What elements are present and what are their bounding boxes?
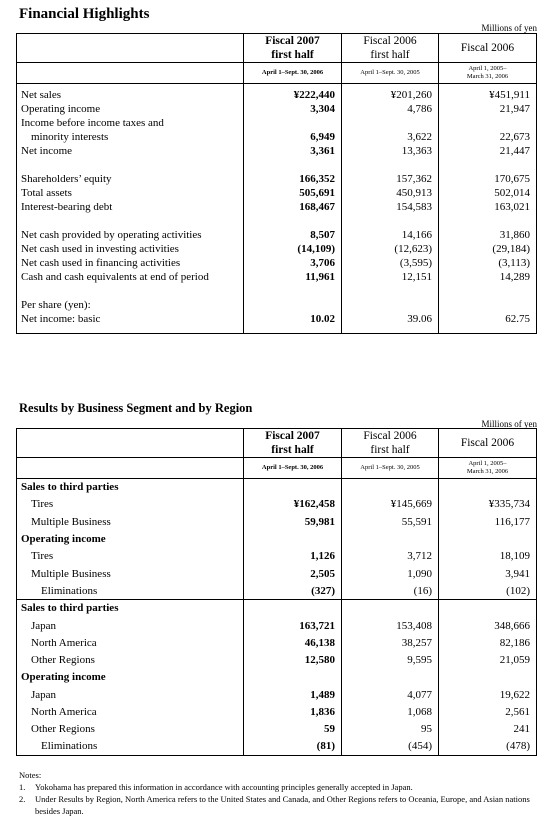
value-cell [439,669,537,686]
value-cell: (12,623) [342,242,439,256]
value-cell [342,479,439,496]
row-label: Operating income [21,533,106,546]
row-label: Sales to third parties [17,600,244,617]
segment-unit-label: Millions of yen [481,419,537,429]
value-cell: (3,595) [342,256,439,270]
value-cell: 95 [342,721,439,738]
value-cell: 348,666 [439,617,537,634]
value-cell [439,530,537,547]
financial-highlights-table [16,33,537,334]
value-cell: (3,113) [439,256,537,270]
row-label: Operating income [21,671,106,684]
value-cell: 2,505 [244,565,342,582]
value-cell: 21,947 [439,102,537,116]
segment-title: Results by Business Segment and by Region [19,401,253,415]
row-label: Per share (yen): [21,298,91,311]
header-blank [17,34,244,63]
value-cell: 3,941 [439,565,537,582]
value-cell: ¥335,734 [439,496,537,513]
row-label: Japan [31,688,57,701]
value-cell [342,669,439,686]
value-cell: 170,675 [439,172,537,186]
row-label: Operating income [21,102,101,115]
row-label: Net cash used in financing activities [21,256,181,269]
financial-highlights-title: Financial Highlights [19,6,150,22]
financial-row [17,312,537,331]
financial-body [17,88,537,334]
value-cell: 12,151 [342,270,439,284]
value-cell: (16) [342,582,439,599]
value-cell: 1,836 [244,703,342,720]
segment-row [17,703,537,720]
row-label: Sales to third parties [21,481,119,494]
note-item: 2. Under Results by Region, North America refers to the United States and Canada, and Other Regions refers to Oceania, Europe, and Asian nations besides Japan. [19,794,530,816]
value-cell: 116,177 [439,513,537,530]
value-cell: 505,691 [244,186,342,200]
value-cell: 241 [439,721,537,738]
value-cell: ¥451,911 [439,88,537,102]
value-cell: 12,580 [244,651,342,668]
seg-col-header-fy2007-h1: Fiscal 2007 first half [244,429,342,458]
financial-row [17,102,537,116]
segment-row [17,617,537,634]
value-cell: ¥145,669 [342,496,439,513]
value-cell: 31,860 [439,228,537,242]
row-label: Eliminations [41,740,98,753]
value-cell: 82,186 [439,634,537,651]
value-cell: 59,981 [244,513,342,530]
value-cell: 18,109 [439,548,537,565]
value-cell: 62.75 [439,312,537,331]
value-cell: ¥222,440 [244,88,342,102]
financial-row [17,116,537,144]
value-cell [439,298,537,312]
row-label: Other Regions [31,654,95,667]
value-cell: 8,507 [244,228,342,242]
seg-col-header-fy2006-h1: Fiscal 2006 first half [342,429,439,458]
value-cell: 21,059 [439,651,537,668]
row-label: Eliminations [41,584,98,597]
value-cell: 1,090 [342,565,439,582]
value-cell: 21,447 [439,144,537,158]
financial-row [17,270,537,284]
row-label: Japan [31,619,57,632]
value-cell: 39.06 [342,312,439,331]
value-cell: 1,489 [244,686,342,703]
value-cell: 46,138 [244,634,342,651]
value-cell: 10.02 [244,312,342,331]
financial-row [17,256,537,270]
value-cell [342,298,439,312]
value-cell: 168,467 [244,200,342,214]
value-cell: 2,561 [439,703,537,720]
row-label: North America [31,636,97,649]
row-label: Income before income taxes and minority interests [21,116,164,143]
value-cell: 4,786 [342,102,439,116]
row-label: Cash and cash equivalents at end of period [21,270,209,283]
segment-row [17,565,537,582]
row-label: Multiple Business [31,567,111,580]
segment-heading-row [17,669,537,686]
row-label: Other Regions [31,723,95,736]
value-cell: 14,289 [439,270,537,284]
value-cell: 450,913 [342,186,439,200]
financial-row [17,88,537,102]
row-label: Tires [31,498,54,511]
row-label: Total assets [21,186,72,199]
value-cell: 6,949 [244,116,342,144]
value-cell: 11,961 [244,270,342,284]
value-cell [244,600,342,617]
value-cell: (102) [439,582,537,599]
segment-region-table [16,428,537,756]
value-cell: (327) [244,582,342,599]
value-cell: ¥201,260 [342,88,439,102]
row-label: North America [31,706,97,718]
value-cell: 14,166 [342,228,439,242]
segment-row [17,738,537,755]
period-fy2006-h1: April 1–Sept. 30, 2005 [342,63,439,84]
value-cell: 163,021 [439,200,537,214]
row-label: Interest-bearing debt [21,200,113,213]
segment-body [17,479,537,756]
financial-row [17,228,537,242]
row-label: Net cash used in investing activities [21,242,179,255]
segment-heading-row [17,600,537,617]
segment-row [17,513,537,530]
value-cell: 157,362 [342,172,439,186]
value-cell [244,530,342,547]
value-cell [244,298,342,312]
value-cell: 9,595 [342,651,439,668]
value-cell [439,479,537,496]
segment-heading-row [17,479,537,496]
value-cell: 22,673 [439,116,537,144]
segment-row [17,582,537,599]
value-cell: 154,583 [342,200,439,214]
value-cell: 1,068 [342,703,439,720]
financial-unit-label: Millions of yen [481,23,537,33]
value-cell: 153,408 [342,617,439,634]
value-cell: 3,622 [342,116,439,144]
segment-row [17,651,537,668]
financial-row [17,200,537,214]
value-cell: (454) [342,738,439,755]
seg-period-fy2007-h1: April 1–Sept. 30, 2006 [244,458,342,479]
value-cell: 13,363 [342,144,439,158]
notes-heading: Notes: [19,770,42,780]
value-cell [244,479,342,496]
period-fy2007-h1: April 1–Sept. 30, 2006 [244,63,342,84]
row-label: Net income [21,144,73,157]
value-cell: 166,352 [244,172,342,186]
value-cell: 1,126 [244,548,342,565]
segment-heading-row [17,530,537,547]
row-label: Shareholders’ equity [21,172,112,185]
value-cell [439,600,537,617]
value-cell: ¥162,458 [244,496,342,513]
segment-row [17,548,537,565]
segment-row [17,686,537,703]
col-header-fy2006-h1: Fiscal 2006 first half [342,34,439,63]
seg-period-fy2006: April 1, 2005– March 31, 2006 [439,458,537,479]
value-cell: (478) [439,738,537,755]
financial-row [17,186,537,200]
note-item: 1. Yokohama has prepared this information in accordance with accounting principles generally accepted in Japan. [19,782,413,792]
financial-row [17,298,537,312]
value-cell: 3,361 [244,144,342,158]
value-cell: 3,304 [244,102,342,116]
row-label: Multiple Business [31,515,111,528]
value-cell: 163,721 [244,617,342,634]
segment-row [17,634,537,651]
value-cell: (81) [244,738,342,755]
value-cell [244,669,342,686]
row-label: Net income: basic [21,312,101,325]
seg-period-fy2006-h1: April 1–Sept. 30, 2005 [342,458,439,479]
col-header-fy2007-h1: Fiscal 2007 first half [244,34,342,63]
segment-row [17,496,537,513]
financial-row [17,172,537,186]
value-cell: (14,109) [244,242,342,256]
value-cell: (29,184) [439,242,537,256]
segment-row [17,721,537,738]
value-cell: 3,712 [342,548,439,565]
period-fy2006: April 1, 2005– March 31, 2006 [439,63,537,84]
col-header-fy2006: Fiscal 2006 [439,34,537,63]
value-cell: 502,014 [439,186,537,200]
row-label: Tires [31,550,54,563]
row-label: Net cash provided by operating activities [21,228,202,241]
financial-row [17,242,537,256]
value-cell: 59 [244,721,342,738]
value-cell [342,600,439,617]
value-cell: 38,257 [342,634,439,651]
value-cell: 3,706 [244,256,342,270]
financial-row [17,144,537,158]
seg-col-header-fy2006: Fiscal 2006 [439,429,537,458]
notes [19,769,539,817]
value-cell: 55,591 [342,513,439,530]
value-cell: 4,077 [342,686,439,703]
value-cell [342,530,439,547]
row-label: Net sales [21,88,62,101]
value-cell: 19,622 [439,686,537,703]
